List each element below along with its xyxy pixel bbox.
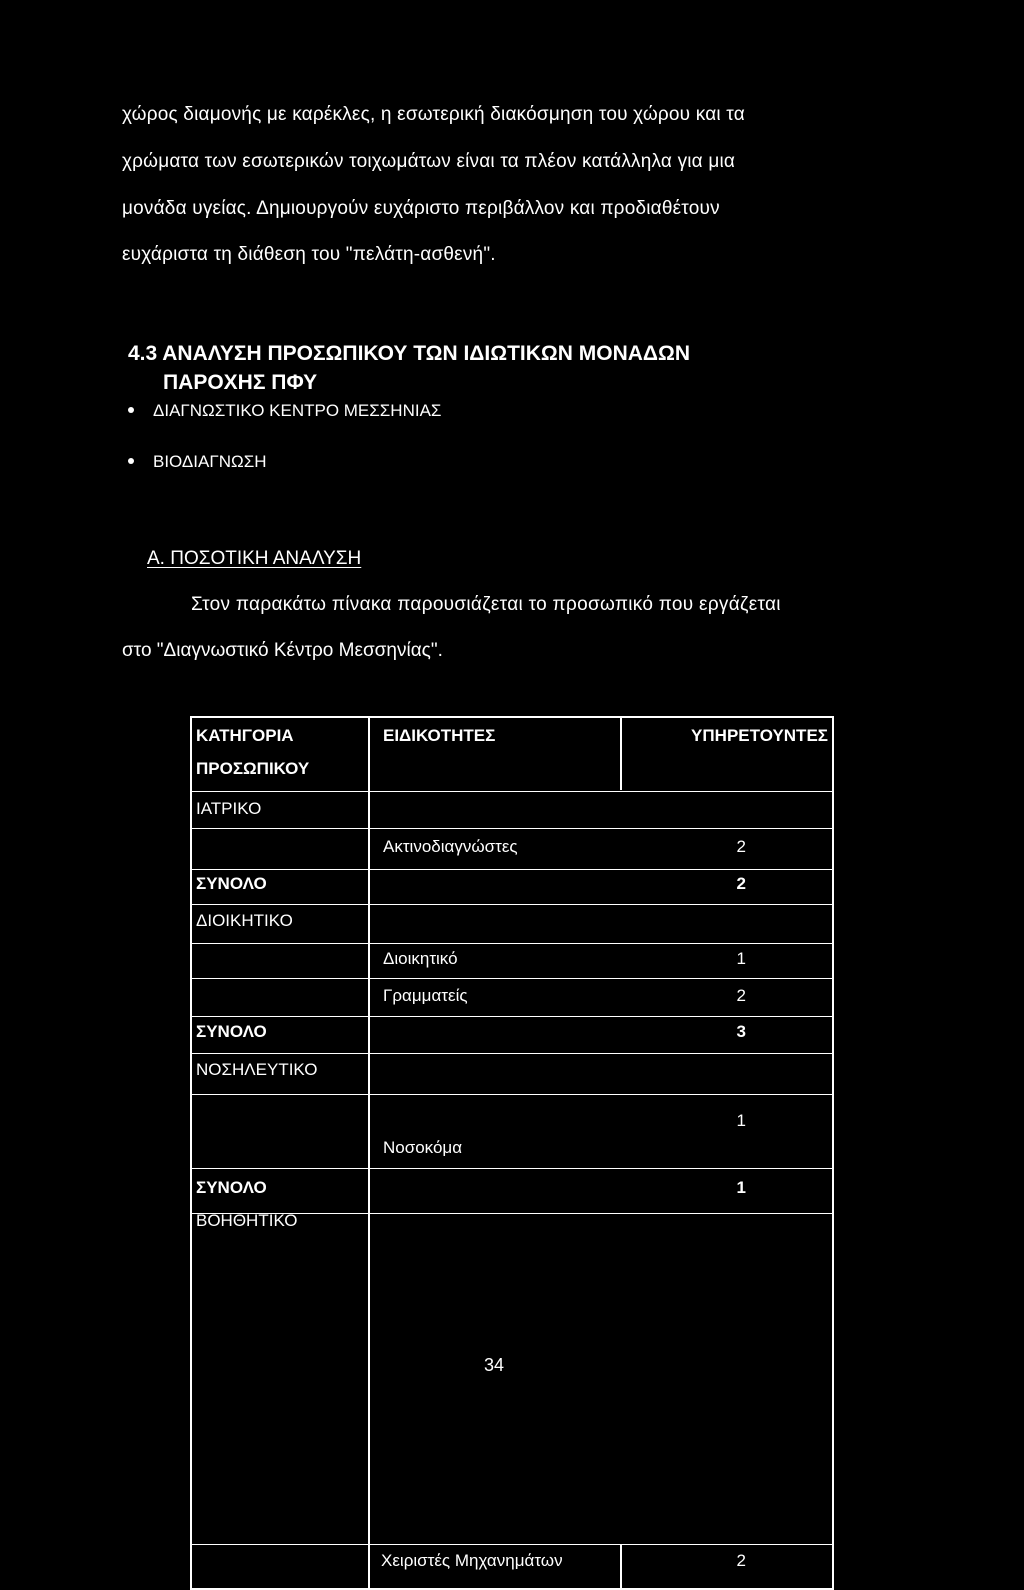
page-number: 34 [484,1355,505,1375]
column-divider [368,716,370,1588]
row-divider [190,978,834,979]
section-heading-continued: ΠΑΡΟΧΗΣ ΠΦΥ [163,371,318,394]
section-heading: 4.3 ΑΝΑΛΥΣΗ ΠΡΟΣΩΠΙΚΟΥ ΤΩΝ ΙΔΙΩΤΙΚΩΝ ΜΟΝΑΔΩΝ [128,342,690,365]
total-value: 2 [736,874,746,893]
bullet-dot-icon [128,407,134,413]
category-label: ΝΟΣΗΛΕΥΤΙΚΟ [196,1060,318,1079]
row-divider [190,828,834,829]
total-label: ΣΥΝΟΛΟ [196,1022,267,1041]
row-divider [190,869,834,870]
count-cell: 1 [736,1111,746,1130]
row-divider [190,791,834,792]
subheading: Α. ΠΟΣΟΤΙΚΗ ΑΝΑΛΥΣΗ [147,548,362,569]
column-divider [620,1544,622,1588]
bullet-dot-icon [128,458,134,464]
row-divider [190,1053,834,1054]
total-label: ΣΥΝΟΛΟ [196,874,267,893]
count-cell: 2 [736,1551,746,1570]
category-label: ΙΑΤΡΙΚΟ [196,799,262,818]
header-specialty: ΕΙΔΙΚΟΤΗΤΕΣ [383,726,496,745]
specialty-cell: Ακτινοδιαγνώστες [383,837,518,856]
total-value: 1 [736,1178,746,1197]
intro-text: Στον παρακάτω πίνακα παρουσιάζεται το προσωπικό που εργάζεται [191,594,781,615]
row-divider [190,1544,834,1545]
specialty-cell: Διοικητικό [383,949,458,968]
category-label: ΔΙΟΙΚΗΤΙΚΟ [196,911,293,930]
intro-text: στο "Διαγνωστικό Κέντρο Μεσσηνίας". [122,640,443,661]
row-divider [190,1016,834,1017]
total-value: 3 [736,1022,746,1041]
count-cell: 2 [736,986,746,1005]
specialty-cell: Γραμματείς [383,986,468,1005]
header-category: ΚΑΤΗΓΟΡΙΑ [196,726,294,745]
paragraph-line: μονάδα υγείας. Δημιουργούν ευχάριστο περιβάλλον και προδιαθέτουν [122,198,720,219]
bullet-item: ΒΙΟΔΙΑΓΝΩΣΗ [128,452,266,472]
category-label: ΒΟΗΘΗΤΙΚΟ [196,1211,298,1230]
header-category: ΠΡΟΣΩΠΙΚΟΥ [196,759,310,778]
header-serving: ΥΠΗΡΕΤΟΥΝΤΕΣ [691,726,828,745]
staff-table [190,716,834,1588]
bullet-item: ΔΙΑΓΝΩΣΤΙΚΟ ΚΕΝΤΡΟ ΜΕΣΣΗΝΙΑΣ [128,401,441,421]
row-divider [190,1168,834,1169]
specialty-cell: Νοσοκόμα [383,1138,463,1157]
paragraph-line: ευχάριστα τη διάθεση του "πελάτη-ασθενή". [122,244,496,265]
row-divider [190,904,834,905]
paragraph-line: χώρος διαμονής με καρέκλες, η εσωτερική διακόσμηση του χώρου και τα [122,104,745,125]
count-cell: 2 [736,837,746,856]
specialty-cell: Χειριστές Μηχανημάτων [381,1551,563,1570]
paragraph-line: χρώματα των εσωτερικών τοιχωμάτων είναι τα πλέον κατάλληλα για μια [122,151,736,172]
count-cell: 1 [736,949,746,968]
row-divider [190,1094,834,1095]
row-divider [190,943,834,944]
total-label: ΣΥΝΟΛΟ [196,1178,267,1197]
